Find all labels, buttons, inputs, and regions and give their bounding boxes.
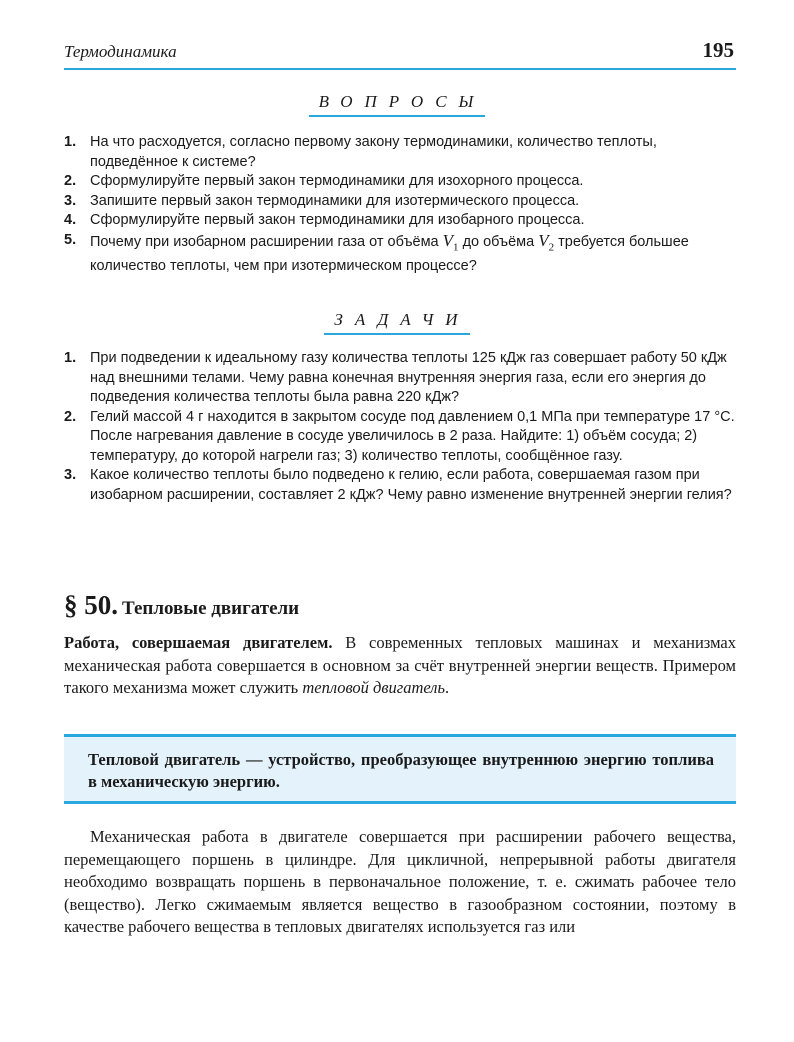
question-item — [64, 192, 736, 212]
running-title: Термодинамика — [64, 42, 177, 61]
problem-number: 3. — [64, 467, 77, 483]
paragraph-title — [64, 590, 299, 621]
problem-text: Гелий массой 4 г находится в закрытом сосуде под давлением 0,1 МПа при температуре 17 °С. После нагревания давление в сосуде увеличилось в 2 раза. Найдите: 1) объём сосуда; 2) температуру, до которой нагрели газ; 3) количество теплоты, сообщённое газу. — [90, 408, 735, 464]
questions-list — [64, 133, 736, 277]
problem-item — [64, 466, 736, 505]
problem-text: При подведении к идеальному газу количества теплоты 125 кДж газ совершает работу 50 кДж над внешними телами. Чему равна конечная внутренняя энергия газа, если его энергия до подведения количества теплоты была равна 220 кДж? — [90, 350, 727, 405]
question-text-after: требуется большее количество теплоты, чем при изотермическом процессе? — [90, 233, 689, 275]
intro-paragraph: Работа, совершаемая двигателем. В современных тепловых машинах и механизмах механическая работа совершается в основном за счёт внутренней энергии веществ. Примером такого механизма может служить тепловой двигатель. — [64, 633, 736, 697]
problems-heading-text: ЗАДАЧИ — [324, 310, 469, 335]
variable-v1: $V_1$ — [442, 230, 459, 253]
intro-bold-heading: Работа, совершаемая двигателем. — [64, 633, 333, 652]
question-item — [64, 231, 736, 277]
question-number: 4. — [64, 212, 77, 228]
question-text: Запишите первый закон термодинамики для изотермического процесса. — [90, 192, 580, 209]
problems-heading — [0, 310, 794, 335]
paragraph-title-text: Тепловые двигатели — [122, 598, 300, 619]
question-text: Сформулируйте первый закон термодинамики для изобарного процесса. — [90, 212, 585, 228]
body-paragraph: Механическая работа в двигателе совершается при расширении рабочего вещества, перемещающего поршень в цилиндре. Для цикличной, непрерывной работы двигателя необходимо возвращать поршень в первоначальное положение, т. е. сжимать рабочее тело (вещество). Легко сжимаемым является вещество в газообразном состоянии, поэтому в качестве рабочего вещества в тепловых двигателях используется газ или — [64, 827, 736, 936]
question-item — [64, 172, 736, 192]
question-number: 5. — [64, 231, 77, 248]
question-text-middle: до объёма — [462, 233, 535, 250]
questions-heading — [0, 92, 794, 117]
definition-text: Тепловой двигатель — устройство, преобразующее внутреннюю энергию топлива в механическую энергию. — [88, 750, 714, 791]
problem-item — [64, 349, 736, 408]
problem-item — [64, 408, 736, 467]
problem-text: Какое количество теплоты было подведено к гелию, если работа, совершаемая газом при изобарном расширении, составляет 2 кДж? Чему равно изменение внутренней энергии гелия? — [90, 467, 732, 503]
question-text: На что расходуется, согласно первому закону термодинамики, количество теплоты, подведённое к системе? — [90, 134, 657, 170]
question-text-before: Почему при изобарном расширении газа от объёма — [90, 233, 439, 250]
definition-box — [64, 734, 736, 804]
question-number: 1. — [64, 134, 77, 150]
page-number: 195 — [702, 38, 734, 62]
question-item — [64, 133, 736, 172]
question-number: 3. — [64, 192, 77, 209]
variable-v2: $V_2$ — [538, 230, 555, 253]
questions-heading-text: ВОПРОСЫ — [309, 92, 486, 117]
paragraph-number: § 50. — [64, 590, 118, 620]
problem-number: 2. — [64, 408, 77, 425]
question-number: 2. — [64, 173, 77, 189]
problems-list — [64, 349, 736, 505]
problem-number: 1. — [64, 350, 77, 366]
question-item — [64, 211, 736, 231]
intro-text: В современных тепловых машинах и механизмах механическая работа совершается в основном за счёт внутренней энергии веществ. Примером такого механизма может служить — [64, 633, 736, 697]
page-header — [64, 38, 736, 70]
intro-italic-term: тепловой двигатель — [302, 678, 446, 697]
question-text: Сформулируйте первый закон термодинамики для изохорного процесса. — [90, 173, 584, 189]
